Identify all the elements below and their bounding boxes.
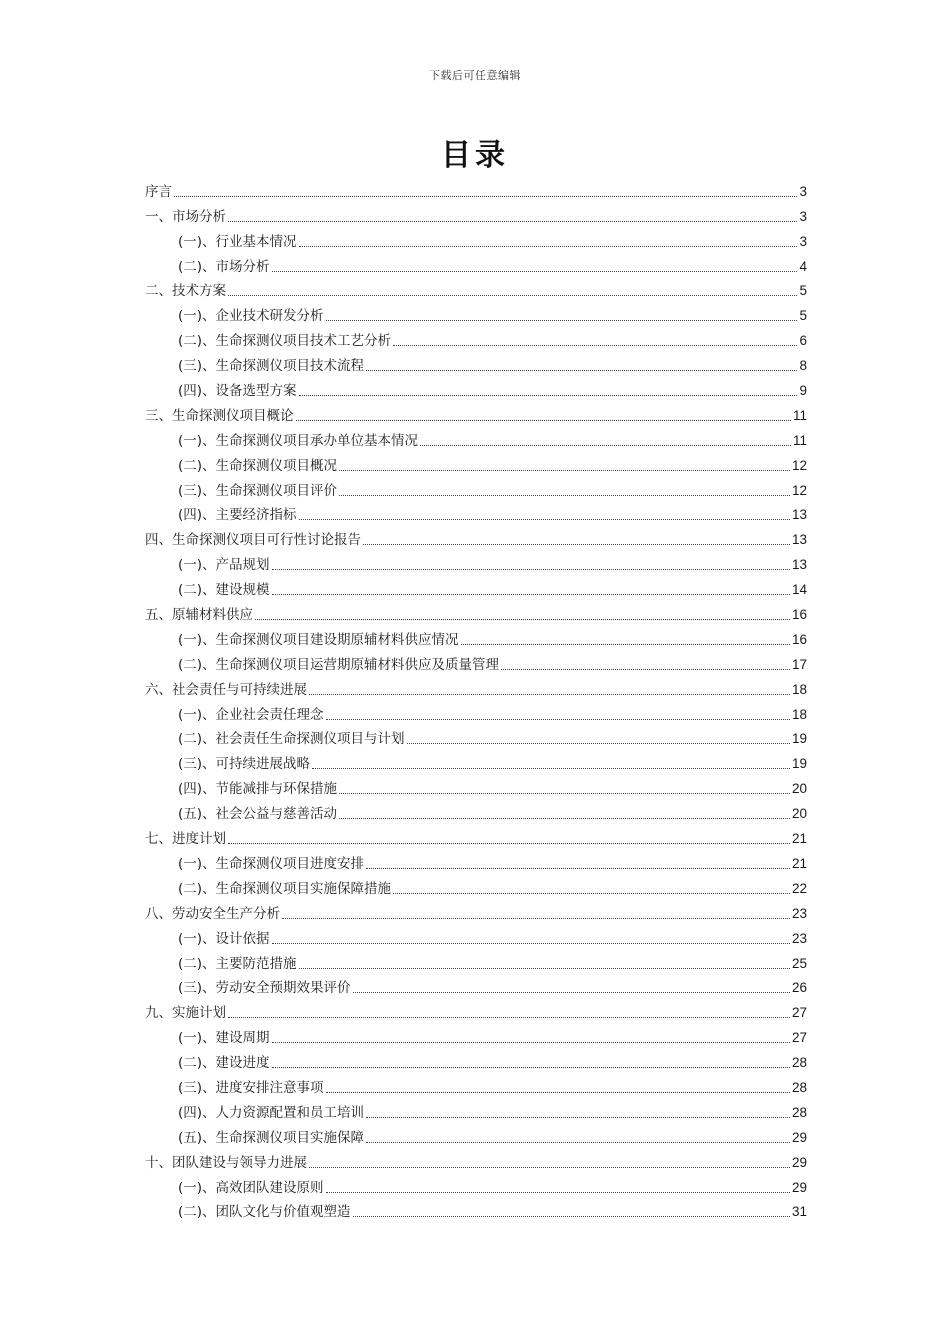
toc-entry-label: (五)、社会公益与慈善活动 <box>178 806 338 823</box>
toc-page-number: 20 <box>791 806 807 822</box>
toc-dot-leader <box>366 1142 790 1143</box>
toc-entry-label: (三)、可持续进展战略 <box>178 756 311 773</box>
toc-page-number: 14 <box>791 582 807 598</box>
toc-section-entry[interactable] <box>145 1047 807 1072</box>
toc-section-entry[interactable] <box>145 549 807 574</box>
toc-section-entry[interactable] <box>145 1097 807 1122</box>
toc-entry-label: (二)、生命探测仪项目概况 <box>178 457 338 474</box>
toc-entry-label: (四)、设备选型方案 <box>178 383 297 400</box>
toc-dot-leader <box>309 694 790 695</box>
toc-chapter-entry[interactable] <box>145 201 807 226</box>
toc-page-number: 5 <box>799 308 807 324</box>
toc-section-entry[interactable] <box>145 724 807 749</box>
toc-entry-label: (一)、生命探测仪项目进度安排 <box>178 855 365 872</box>
toc-section-entry[interactable] <box>145 350 807 375</box>
toc-page-number: 19 <box>791 756 807 772</box>
toc-page-number: 21 <box>791 855 807 871</box>
toc-section-entry[interactable] <box>145 848 807 873</box>
toc-dot-leader <box>326 1192 790 1193</box>
toc-entry-label: (四)、人力资源配置和员工培训 <box>178 1104 365 1121</box>
toc-dot-leader <box>272 594 790 595</box>
toc-page-number: 13 <box>791 507 807 523</box>
toc-dot-leader <box>407 743 790 744</box>
toc-page-number: 31 <box>791 1204 807 1220</box>
toc-dot-leader <box>299 968 790 969</box>
toc-page-number: 28 <box>791 1055 807 1071</box>
toc-page-number: 6 <box>799 333 807 349</box>
toc-entry-label: (二)、团队文化与价值观塑造 <box>178 1204 351 1221</box>
toc-entry-label: (二)、生命探测仪项目实施保障措施 <box>178 880 392 897</box>
toc-entry-label: (一)、高效团队建设原则 <box>178 1179 324 1196</box>
toc-chapter-entry[interactable] <box>145 599 807 624</box>
toc-dot-leader <box>228 843 790 844</box>
toc-dot-leader <box>501 669 790 670</box>
toc-dot-leader <box>420 445 791 446</box>
toc-dot-leader <box>393 893 790 894</box>
toc-dot-leader <box>296 420 791 421</box>
toc-page-number: 28 <box>791 1104 807 1120</box>
toc-chapter-entry[interactable] <box>145 997 807 1022</box>
toc-entry-label: (二)、生命探测仪项目技术工艺分析 <box>178 333 392 350</box>
toc-page-number: 3 <box>799 183 807 199</box>
toc-entry-label: 三、生命探测仪项目概论 <box>145 407 294 424</box>
toc-page-number: 23 <box>791 905 807 921</box>
toc-dot-leader <box>353 992 790 993</box>
toc-entry-label: (一)、企业社会责任理念 <box>178 706 324 723</box>
toc-page-number: 12 <box>791 482 807 498</box>
toc-section-entry[interactable] <box>145 699 807 724</box>
toc-page-number: 28 <box>791 1079 807 1095</box>
toc-entry-label: 七、进度计划 <box>145 831 226 848</box>
toc-section-entry[interactable] <box>145 973 807 998</box>
toc-entry-label: (一)、行业基本情况 <box>178 233 297 250</box>
toc-chapter-entry[interactable] <box>145 276 807 301</box>
toc-entry-label: (一)、设计依据 <box>178 930 270 947</box>
toc-page-number: 27 <box>791 1005 807 1021</box>
toc-dot-leader <box>339 470 790 471</box>
toc-page-number: 20 <box>791 781 807 797</box>
toc-section-entry[interactable] <box>145 1122 807 1147</box>
toc-section-entry[interactable] <box>145 873 807 898</box>
toc-entry-label: (二)、市场分析 <box>178 258 270 275</box>
toc-dot-leader <box>228 221 797 222</box>
toc-page-number: 16 <box>791 607 807 623</box>
toc-section-entry[interactable] <box>145 624 807 649</box>
toc-entry-label: (三)、生命探测仪项目技术流程 <box>178 358 365 375</box>
toc-section-entry[interactable] <box>145 1022 807 1047</box>
toc-section-entry[interactable] <box>145 475 807 500</box>
toc-dot-leader <box>312 768 790 769</box>
toc-dot-leader <box>366 868 790 869</box>
toc-entry-label: (四)、节能减排与环保措施 <box>178 781 338 798</box>
toc-entry-label: 一、市场分析 <box>145 208 226 225</box>
toc-dot-leader <box>174 196 797 197</box>
toc-chapter-entry[interactable] <box>145 898 807 923</box>
toc-page-number: 22 <box>791 880 807 896</box>
toc-entry-label: (二)、建设规模 <box>178 582 270 599</box>
table-of-contents <box>145 176 807 1221</box>
toc-dot-leader <box>309 1167 790 1168</box>
toc-dot-leader <box>272 271 798 272</box>
toc-section-entry[interactable] <box>145 500 807 525</box>
toc-section-entry[interactable] <box>145 1172 807 1197</box>
toc-dot-leader <box>363 544 790 545</box>
toc-page-number: 3 <box>799 208 807 224</box>
toc-dot-leader <box>272 1067 790 1068</box>
toc-page-number: 4 <box>799 258 807 274</box>
toc-section-entry[interactable] <box>145 251 807 276</box>
toc-entry-label: (四)、主要经济指标 <box>178 507 297 524</box>
toc-dot-leader <box>272 569 790 570</box>
toc-section-entry[interactable] <box>145 948 807 973</box>
toc-entry-label: (三)、生命探测仪项目评价 <box>178 482 338 499</box>
toc-page-number: 29 <box>791 1179 807 1195</box>
toc-entry-label: 四、生命探测仪项目可行性讨论报告 <box>145 532 361 549</box>
toc-entry-label: (一)、生命探测仪项目承办单位基本情况 <box>178 432 419 449</box>
toc-dot-leader <box>326 320 798 321</box>
toc-dot-leader <box>272 943 790 944</box>
toc-entry-label: (一)、生命探测仪项目建设期原辅材料供应情况 <box>178 631 459 648</box>
toc-section-entry[interactable] <box>145 798 807 823</box>
toc-entry-label: 五、原辅材料供应 <box>145 607 253 624</box>
toc-page-number: 12 <box>791 457 807 473</box>
toc-page-number: 27 <box>791 1030 807 1046</box>
toc-section-entry[interactable] <box>145 226 807 251</box>
toc-dot-leader <box>339 495 790 496</box>
toc-section-entry[interactable] <box>145 425 807 450</box>
toc-entry-label: 六、社会责任与可持续进展 <box>145 681 307 698</box>
toc-section-entry[interactable] <box>145 923 807 948</box>
toc-section-entry[interactable] <box>145 773 807 798</box>
toc-entry-label: (一)、产品规划 <box>178 557 270 574</box>
toc-page-number: 25 <box>791 955 807 971</box>
toc-chapter-entry[interactable] <box>145 176 807 201</box>
toc-dot-leader <box>339 818 790 819</box>
toc-section-entry[interactable] <box>145 574 807 599</box>
toc-chapter-entry[interactable] <box>145 524 807 549</box>
toc-page-number: 3 <box>799 233 807 249</box>
toc-section-entry[interactable] <box>145 649 807 674</box>
toc-entry-label: (二)、社会责任生命探测仪项目与计划 <box>178 731 405 748</box>
toc-dot-leader <box>353 1216 790 1217</box>
toc-chapter-entry[interactable] <box>145 674 807 699</box>
toc-entry-label: 八、劳动安全生产分析 <box>145 905 280 922</box>
toc-section-entry[interactable] <box>145 748 807 773</box>
toc-dot-leader <box>326 719 790 720</box>
toc-page-number: 29 <box>791 1154 807 1170</box>
toc-entry-label: 序言 <box>145 183 172 200</box>
toc-page-number: 29 <box>791 1129 807 1145</box>
toc-page-number: 17 <box>791 656 807 672</box>
toc-page-number: 13 <box>791 557 807 573</box>
toc-dot-leader <box>461 644 790 645</box>
header-note: 下载后可任意编辑 <box>429 69 521 82</box>
page-title: 目录 <box>441 138 509 173</box>
toc-page-number: 23 <box>791 930 807 946</box>
toc-entry-label: 二、技术方案 <box>145 283 226 300</box>
toc-entry-label: (二)、主要防范措施 <box>178 955 297 972</box>
toc-page-number: 11 <box>792 407 807 423</box>
toc-page-number: 9 <box>799 383 807 399</box>
toc-dot-leader <box>299 395 798 396</box>
toc-page-number: 18 <box>791 681 807 697</box>
toc-entry-label: (一)、企业技术研发分析 <box>178 308 324 325</box>
toc-page-number: 21 <box>791 831 807 847</box>
toc-entry-label: 十、团队建设与领导力进展 <box>145 1154 307 1171</box>
toc-entry-label: (一)、建设周期 <box>178 1030 270 1047</box>
toc-dot-leader <box>272 1042 790 1043</box>
toc-chapter-entry[interactable] <box>145 400 807 425</box>
toc-chapter-entry[interactable] <box>145 823 807 848</box>
toc-dot-leader <box>326 1092 790 1093</box>
toc-entry-label: (三)、劳动安全预期效果评价 <box>178 980 351 997</box>
toc-dot-leader <box>393 345 797 346</box>
toc-dot-leader <box>366 370 797 371</box>
toc-dot-leader <box>228 1017 790 1018</box>
toc-page-number: 13 <box>791 532 807 548</box>
toc-dot-leader <box>299 519 790 520</box>
toc-section-entry[interactable] <box>145 325 807 350</box>
toc-section-entry[interactable] <box>145 1072 807 1097</box>
toc-entry-label: (五)、生命探测仪项目实施保障 <box>178 1129 365 1146</box>
toc-dot-leader <box>339 793 790 794</box>
toc-section-entry[interactable] <box>145 375 807 400</box>
toc-dot-leader <box>282 918 790 919</box>
toc-page-number: 18 <box>791 706 807 722</box>
toc-entry-label: (二)、建设进度 <box>178 1055 270 1072</box>
toc-section-entry[interactable] <box>145 450 807 475</box>
toc-page-number: 5 <box>799 283 807 299</box>
toc-dot-leader <box>255 619 790 620</box>
toc-section-entry[interactable] <box>145 1197 807 1222</box>
toc-page-number: 26 <box>791 980 807 996</box>
toc-entry-label: (二)、生命探测仪项目运营期原辅材料供应及质量管理 <box>178 656 500 673</box>
toc-entry-label: 九、实施计划 <box>145 1005 226 1022</box>
toc-page-number: 16 <box>791 631 807 647</box>
toc-page-number: 8 <box>799 358 807 374</box>
toc-chapter-entry[interactable] <box>145 1147 807 1172</box>
toc-dot-leader <box>228 295 797 296</box>
toc-page-number: 11 <box>792 432 807 448</box>
toc-section-entry[interactable] <box>145 300 807 325</box>
toc-dot-leader <box>366 1117 790 1118</box>
toc-entry-label: (三)、进度安排注意事项 <box>178 1079 324 1096</box>
toc-dot-leader <box>299 246 798 247</box>
toc-page-number: 19 <box>791 731 807 747</box>
